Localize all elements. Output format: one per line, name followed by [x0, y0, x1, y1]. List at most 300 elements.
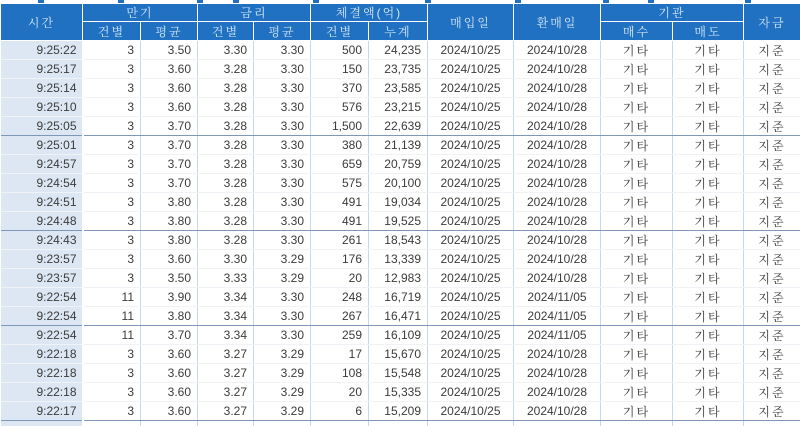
cell-rate-avg: 3.30	[254, 326, 311, 345]
cell-funds: 지준	[744, 402, 800, 421]
cell-funds: 지준	[744, 383, 800, 402]
cell-rate-count: 3.28	[198, 174, 254, 193]
cell-repurchase-date: 2024/10/28	[514, 98, 601, 117]
cell-amount-count: 108	[311, 364, 369, 383]
cell-purchase-date: 2024/10/25	[428, 212, 514, 231]
cell-amount-count: 259	[311, 326, 369, 345]
table-row[interactable]	[1, 174, 800, 193]
cell-amount-cum: 21,139	[369, 136, 428, 155]
cell-maturity-count: 3	[83, 155, 141, 174]
cell-time: 9:24:51	[1, 193, 83, 212]
header-time: 시간	[1, 4, 83, 41]
cell-institution-buy: 기타	[601, 155, 673, 174]
cell-rate-avg: 3.30	[254, 307, 311, 326]
top-edge-tick	[197, 0, 203, 3]
cell-maturity-count: 3	[83, 212, 141, 231]
cell-time: 9:23:57	[1, 269, 83, 288]
cell-time: 9:24:57	[1, 155, 83, 174]
cell-institution-buy: 기타	[601, 117, 673, 136]
cell-institution-sell: 기타	[673, 364, 744, 383]
cell-maturity-avg: 3.50	[141, 269, 198, 288]
header-repurchase-date: 환매일	[514, 4, 601, 41]
cell-maturity-count: 3	[83, 79, 141, 98]
cell-purchase-date: 2024/10/25	[428, 345, 514, 364]
table-row[interactable]	[1, 193, 800, 212]
header-funds: 자금	[744, 4, 800, 41]
table-row[interactable]	[1, 288, 800, 307]
cell-rate-count: 3.28	[198, 98, 254, 117]
cell-time: 9:22:17	[1, 402, 83, 421]
cell-purchase-date: 2024/10/25	[428, 98, 514, 117]
header-rate: 금리	[198, 4, 311, 22]
cell-rate-avg: 3.30	[254, 136, 311, 155]
cell-time: 9:25:22	[1, 41, 83, 60]
cell-time: 9:25:17	[1, 60, 83, 79]
cell-institution-sell: 기타	[673, 193, 744, 212]
cell-purchase-date: 2024/10/25	[428, 250, 514, 269]
cell-repurchase-date: 2024/11/05	[514, 288, 601, 307]
cell-maturity-count: 3	[83, 117, 141, 136]
table-row[interactable]	[1, 250, 800, 269]
cell-repurchase-date: 2024/10/28	[514, 345, 601, 364]
cell-repurchase-date: 2024/11/05	[514, 307, 601, 326]
cell-maturity-avg: 3.70	[141, 136, 198, 155]
cell-amount-count: 176	[311, 250, 369, 269]
cell-rate-avg	[254, 421, 311, 426]
cell-amount-count: 500	[311, 41, 369, 60]
cell-maturity-count: 3	[83, 41, 141, 60]
cell-time: 9:22:18	[1, 364, 83, 383]
cell-institution-buy: 기타	[601, 212, 673, 231]
cell-time: 9:25:05	[1, 117, 83, 136]
cell-rate-count: 3.28	[198, 60, 254, 79]
cell-amount-count: 248	[311, 288, 369, 307]
cell-amount-cum: 13,339	[369, 250, 428, 269]
cell-rate-count: 3.30	[198, 250, 254, 269]
table-row[interactable]	[1, 117, 800, 136]
cell-institution-sell: 기타	[673, 117, 744, 136]
subheader-rate-average: 평균	[254, 22, 311, 41]
cell-rate-avg: 3.30	[254, 193, 311, 212]
cell-amount-cum	[369, 421, 428, 426]
cell-amount-cum: 24,235	[369, 41, 428, 60]
cell-purchase-date: 2024/10/25	[428, 41, 514, 60]
cell-amount-cum: 20,100	[369, 174, 428, 193]
cell-purchase-date	[428, 421, 514, 426]
cell-maturity-count: 11	[83, 288, 141, 307]
cell-institution-buy: 기타	[601, 79, 673, 98]
cell-amount-count: 20	[311, 269, 369, 288]
table-row[interactable]	[1, 60, 800, 79]
cell-maturity-avg: 3.60	[141, 60, 198, 79]
cell-rate-avg: 3.30	[254, 41, 311, 60]
cell-repurchase-date: 2024/10/28	[514, 41, 601, 60]
table-row[interactable]	[1, 269, 800, 288]
cell-maturity-count: 3	[83, 136, 141, 155]
cell-repurchase-date: 2024/10/28	[514, 174, 601, 193]
cell-repurchase-date: 2024/10/28	[514, 79, 601, 98]
cell-institution-sell: 기타	[673, 345, 744, 364]
cell-maturity-avg: 3.60	[141, 79, 198, 98]
cell-rate-avg: 3.30	[254, 60, 311, 79]
table-row[interactable]	[1, 79, 800, 98]
cell-purchase-date: 2024/10/25	[428, 288, 514, 307]
cell-maturity-avg: 3.70	[141, 174, 198, 193]
cell-institution-buy: 기타	[601, 136, 673, 155]
table-row[interactable]	[1, 212, 800, 231]
cell-purchase-date: 2024/10/25	[428, 174, 514, 193]
cell-rate-count: 3.28	[198, 136, 254, 155]
cell-repurchase-date: 2024/10/28	[514, 402, 601, 421]
cell-repurchase-date: 2024/10/28	[514, 212, 601, 231]
cell-institution-buy: 기타	[601, 269, 673, 288]
cell-maturity-avg: 3.60	[141, 383, 198, 402]
cell-rate-count: 3.28	[198, 231, 254, 250]
repo-trade-table	[0, 3, 800, 426]
cell-maturity-count: 3	[83, 98, 141, 117]
cell-maturity-avg: 3.70	[141, 155, 198, 174]
cell-rate-count: 3.27	[198, 383, 254, 402]
cell-maturity-avg: 3.60	[141, 402, 198, 421]
cell-funds: 지준	[744, 269, 800, 288]
cell-institution-buy: 기타	[601, 60, 673, 79]
cell-rate-avg: 3.30	[254, 117, 311, 136]
cell-maturity-avg	[141, 421, 198, 426]
top-edge-tick	[603, 0, 609, 3]
cell-repurchase-date: 2024/11/05	[514, 326, 601, 345]
cell-maturity-avg: 3.80	[141, 307, 198, 326]
cell-amount-cum: 16,109	[369, 326, 428, 345]
cell-amount-count: 491	[311, 212, 369, 231]
table-header	[1, 4, 800, 41]
cell-maturity-count: 3	[83, 193, 141, 212]
cell-maturity-avg: 3.60	[141, 98, 198, 117]
cell-funds: 지준	[744, 231, 800, 250]
subheader-institution-buy: 매수	[601, 22, 673, 41]
cell-amount-count: 491	[311, 193, 369, 212]
cell-repurchase-date: 2024/10/28	[514, 136, 601, 155]
cell-amount-count: 576	[311, 98, 369, 117]
cell-time: 9:24:43	[1, 231, 83, 250]
cell-amount-cum: 19,525	[369, 212, 428, 231]
cell-maturity-avg: 3.80	[141, 193, 198, 212]
cell-time: 9:22:18	[1, 383, 83, 402]
cell-amount-cum: 15,209	[369, 402, 428, 421]
cell-purchase-date: 2024/10/25	[428, 307, 514, 326]
cell-amount-cum: 23,585	[369, 79, 428, 98]
cell-time: 9:22:54	[1, 326, 83, 345]
cell-institution-sell: 기타	[673, 288, 744, 307]
cell-maturity-count: 11	[83, 326, 141, 345]
cell-purchase-date: 2024/10/25	[428, 136, 514, 155]
cell-repurchase-date: 2024/10/28	[514, 193, 601, 212]
cell-amount-count: 380	[311, 136, 369, 155]
subheader-rate-per-case: 건별	[198, 22, 254, 41]
cell-institution-sell: 기타	[673, 402, 744, 421]
cell-funds: 지준	[744, 288, 800, 307]
cell-institution-buy: 기타	[601, 345, 673, 364]
cell-funds: 지준	[744, 193, 800, 212]
cell-institution-buy: 기타	[601, 326, 673, 345]
cell-funds: 지준	[744, 307, 800, 326]
cell-institution-buy: 기타	[601, 364, 673, 383]
cell-rate-avg: 3.29	[254, 364, 311, 383]
table-row[interactable]	[1, 326, 800, 345]
cell-rate-avg: 3.30	[254, 79, 311, 98]
cell-institution-sell: 기타	[673, 307, 744, 326]
cell-maturity-avg: 3.60	[141, 364, 198, 383]
cell-purchase-date: 2024/10/25	[428, 231, 514, 250]
cell-amount-cum: 15,335	[369, 383, 428, 402]
cell-amount-count: 6	[311, 402, 369, 421]
cell-institution-sell: 기타	[673, 326, 744, 345]
cell-maturity-avg: 3.70	[141, 326, 198, 345]
cell-maturity-count: 3	[83, 383, 141, 402]
subheader-amount-cumulative: 누계	[369, 22, 428, 41]
cell-repurchase-date: 2024/10/28	[514, 155, 601, 174]
cell-funds: 지준	[744, 174, 800, 193]
table-row[interactable]	[1, 402, 800, 421]
top-edge-tick	[233, 0, 239, 3]
cell-institution-buy: 기타	[601, 231, 673, 250]
cell-funds: 지준	[744, 79, 800, 98]
cell-maturity-count: 11	[83, 307, 141, 326]
table-body	[1, 41, 800, 426]
cell-amount-count: 575	[311, 174, 369, 193]
cell-funds: 지준	[744, 60, 800, 79]
cell-rate-avg: 3.30	[254, 155, 311, 174]
cell-maturity-count: 3	[83, 60, 141, 79]
cell-amount-cum: 16,719	[369, 288, 428, 307]
table-row[interactable]	[1, 364, 800, 383]
table-row[interactable]	[1, 155, 800, 174]
cell-amount-cum: 23,215	[369, 98, 428, 117]
cell-time: 9:22:54	[1, 307, 83, 326]
cell-rate-count: 3.27	[198, 402, 254, 421]
cell-rate-avg: 3.30	[254, 288, 311, 307]
cell-rate-avg: 3.30	[254, 98, 311, 117]
subheader-maturity-average: 평균	[141, 22, 198, 41]
cell-maturity-count: 3	[83, 364, 141, 383]
cell-funds: 지준	[744, 345, 800, 364]
cell-institution-sell	[673, 421, 744, 426]
cell-institution-buy: 기타	[601, 174, 673, 193]
cell-rate-count: 3.27	[198, 364, 254, 383]
cell-repurchase-date: 2024/10/28	[514, 364, 601, 383]
cell-rate-avg: 3.29	[254, 345, 311, 364]
cell-funds: 지준	[744, 117, 800, 136]
cell-funds: 지준	[744, 364, 800, 383]
table-row[interactable]	[1, 307, 800, 326]
subheader-institution-sell: 매도	[673, 22, 744, 41]
cell-amount-cum: 15,548	[369, 364, 428, 383]
cell-rate-avg: 3.30	[254, 174, 311, 193]
top-edge-tick	[118, 0, 124, 3]
cell-maturity-count: 3	[83, 174, 141, 193]
cell-maturity-count: 3	[83, 269, 141, 288]
cell-amount-cum: 20,759	[369, 155, 428, 174]
subheader-amount-per-case: 건별	[311, 22, 369, 41]
table-row[interactable]	[1, 231, 800, 250]
table-row[interactable]	[1, 136, 800, 155]
cell-amount-cum: 22,639	[369, 117, 428, 136]
cell-maturity-count: 3	[83, 231, 141, 250]
cell-institution-sell: 기타	[673, 79, 744, 98]
cell-time: 9:23:57	[1, 250, 83, 269]
cell-amount-count: 659	[311, 155, 369, 174]
cell-institution-buy: 기타	[601, 383, 673, 402]
cell-repurchase-date: 2024/10/28	[514, 117, 601, 136]
cell-institution-sell: 기타	[673, 136, 744, 155]
cell-institution-buy: 기타	[601, 193, 673, 212]
cell-time: 9:25:14	[1, 79, 83, 98]
cell-maturity-count	[83, 421, 141, 426]
cell-institution-sell: 기타	[673, 269, 744, 288]
cell-repurchase-date: 2024/10/28	[514, 60, 601, 79]
top-edge-tick	[648, 0, 654, 3]
cell-purchase-date: 2024/10/25	[428, 326, 514, 345]
cell-rate-avg: 3.30	[254, 231, 311, 250]
header-institution: 기관	[601, 4, 744, 22]
cell-time: 9:22:54	[1, 288, 83, 307]
cell-funds: 지준	[744, 41, 800, 60]
subheader-maturity-per-case: 건별	[83, 22, 141, 41]
cell-institution-sell: 기타	[673, 174, 744, 193]
cell-institution-sell: 기타	[673, 250, 744, 269]
cell-time: 9:25:01	[1, 136, 83, 155]
cell-rate-count: 3.33	[198, 269, 254, 288]
cell-rate-count: 3.28	[198, 193, 254, 212]
cell-rate-count: 3.34	[198, 288, 254, 307]
cell-rate-count: 3.34	[198, 326, 254, 345]
cell-amount-cum: 19,034	[369, 193, 428, 212]
cell-maturity-avg: 3.80	[141, 212, 198, 231]
cell-purchase-date: 2024/10/25	[428, 193, 514, 212]
table-row[interactable]	[1, 41, 800, 60]
top-edge-tick	[38, 0, 44, 3]
cell-amount-count: 370	[311, 79, 369, 98]
top-edge-tick	[313, 0, 319, 3]
cell-time	[1, 421, 83, 426]
cell-maturity-avg: 3.80	[141, 231, 198, 250]
cell-rate-count: 3.30	[198, 41, 254, 60]
cell-rate-count	[198, 421, 254, 426]
cell-amount-count	[311, 421, 369, 426]
top-edge-tick	[425, 0, 431, 3]
cell-institution-buy: 기타	[601, 41, 673, 60]
cell-purchase-date: 2024/10/25	[428, 155, 514, 174]
cell-institution-buy: 기타	[601, 402, 673, 421]
cell-time: 9:24:48	[1, 212, 83, 231]
cell-purchase-date: 2024/10/25	[428, 79, 514, 98]
cell-purchase-date: 2024/10/25	[428, 364, 514, 383]
cell-institution-buy	[601, 421, 673, 426]
cell-maturity-count: 3	[83, 345, 141, 364]
cell-maturity-count: 3	[83, 402, 141, 421]
cell-repurchase-date: 2024/10/28	[514, 250, 601, 269]
cell-amount-count: 150	[311, 60, 369, 79]
cell-institution-sell: 기타	[673, 60, 744, 79]
cell-amount-cum: 23,735	[369, 60, 428, 79]
cell-institution-buy: 기타	[601, 307, 673, 326]
cell-purchase-date: 2024/10/25	[428, 117, 514, 136]
cell-amount-count: 20	[311, 383, 369, 402]
cell-funds: 지준	[744, 250, 800, 269]
cell-purchase-date: 2024/10/25	[428, 383, 514, 402]
cell-institution-buy: 기타	[601, 98, 673, 117]
cell-maturity-avg: 3.70	[141, 117, 198, 136]
cell-funds	[744, 421, 800, 426]
cell-repurchase-date: 2024/10/28	[514, 383, 601, 402]
cell-rate-count: 3.28	[198, 212, 254, 231]
cell-amount-count: 267	[311, 307, 369, 326]
cell-amount-cum: 15,670	[369, 345, 428, 364]
cell-rate-count: 3.28	[198, 155, 254, 174]
cell-purchase-date: 2024/10/25	[428, 269, 514, 288]
cell-maturity-avg: 3.60	[141, 250, 198, 269]
header-maturity: 만기	[83, 4, 198, 22]
cell-amount-count: 1,500	[311, 117, 369, 136]
cell-funds: 지준	[744, 326, 800, 345]
cell-rate-count: 3.28	[198, 79, 254, 98]
cell-maturity-count: 3	[83, 250, 141, 269]
cell-funds: 지준	[744, 212, 800, 231]
cell-institution-sell: 기타	[673, 383, 744, 402]
cell-purchase-date: 2024/10/25	[428, 402, 514, 421]
cell-institution-sell: 기타	[673, 41, 744, 60]
cell-funds: 지준	[744, 155, 800, 174]
cell-amount-cum: 16,471	[369, 307, 428, 326]
table-row[interactable]	[1, 98, 800, 117]
cell-institution-sell: 기타	[673, 212, 744, 231]
cell-institution-buy: 기타	[601, 250, 673, 269]
cell-institution-sell: 기타	[673, 155, 744, 174]
cell-amount-cum: 12,983	[369, 269, 428, 288]
top-edge-tick	[515, 0, 521, 3]
table-row[interactable]	[1, 345, 800, 364]
cell-rate-avg: 3.30	[254, 212, 311, 231]
cell-repurchase-date: 2024/10/28	[514, 231, 601, 250]
header-purchase-date: 매입일	[428, 4, 514, 41]
cell-institution-buy: 기타	[601, 288, 673, 307]
top-edge-tick	[745, 0, 751, 3]
cell-rate-count: 3.27	[198, 345, 254, 364]
header-amount: 체결액(억)	[311, 4, 428, 22]
cell-rate-avg: 3.29	[254, 269, 311, 288]
cell-time: 9:24:54	[1, 174, 83, 193]
table-row[interactable]	[1, 383, 800, 402]
cell-time: 9:22:18	[1, 345, 83, 364]
table-row-partial	[1, 421, 800, 426]
cell-institution-sell: 기타	[673, 98, 744, 117]
cell-purchase-date: 2024/10/25	[428, 60, 514, 79]
cell-maturity-avg: 3.90	[141, 288, 198, 307]
cell-amount-count: 17	[311, 345, 369, 364]
cell-amount-count: 261	[311, 231, 369, 250]
cell-rate-avg: 3.29	[254, 402, 311, 421]
cell-rate-count: 3.28	[198, 117, 254, 136]
cell-funds: 지준	[744, 136, 800, 155]
cell-time: 9:25:10	[1, 98, 83, 117]
cell-maturity-avg: 3.50	[141, 41, 198, 60]
top-edge-strip	[0, 0, 800, 3]
cell-rate-avg: 3.29	[254, 383, 311, 402]
cell-repurchase-date: 2024/10/28	[514, 269, 601, 288]
cell-rate-avg: 3.29	[254, 250, 311, 269]
cell-repurchase-date	[514, 421, 601, 426]
cell-amount-cum: 18,543	[369, 231, 428, 250]
cell-institution-sell: 기타	[673, 231, 744, 250]
